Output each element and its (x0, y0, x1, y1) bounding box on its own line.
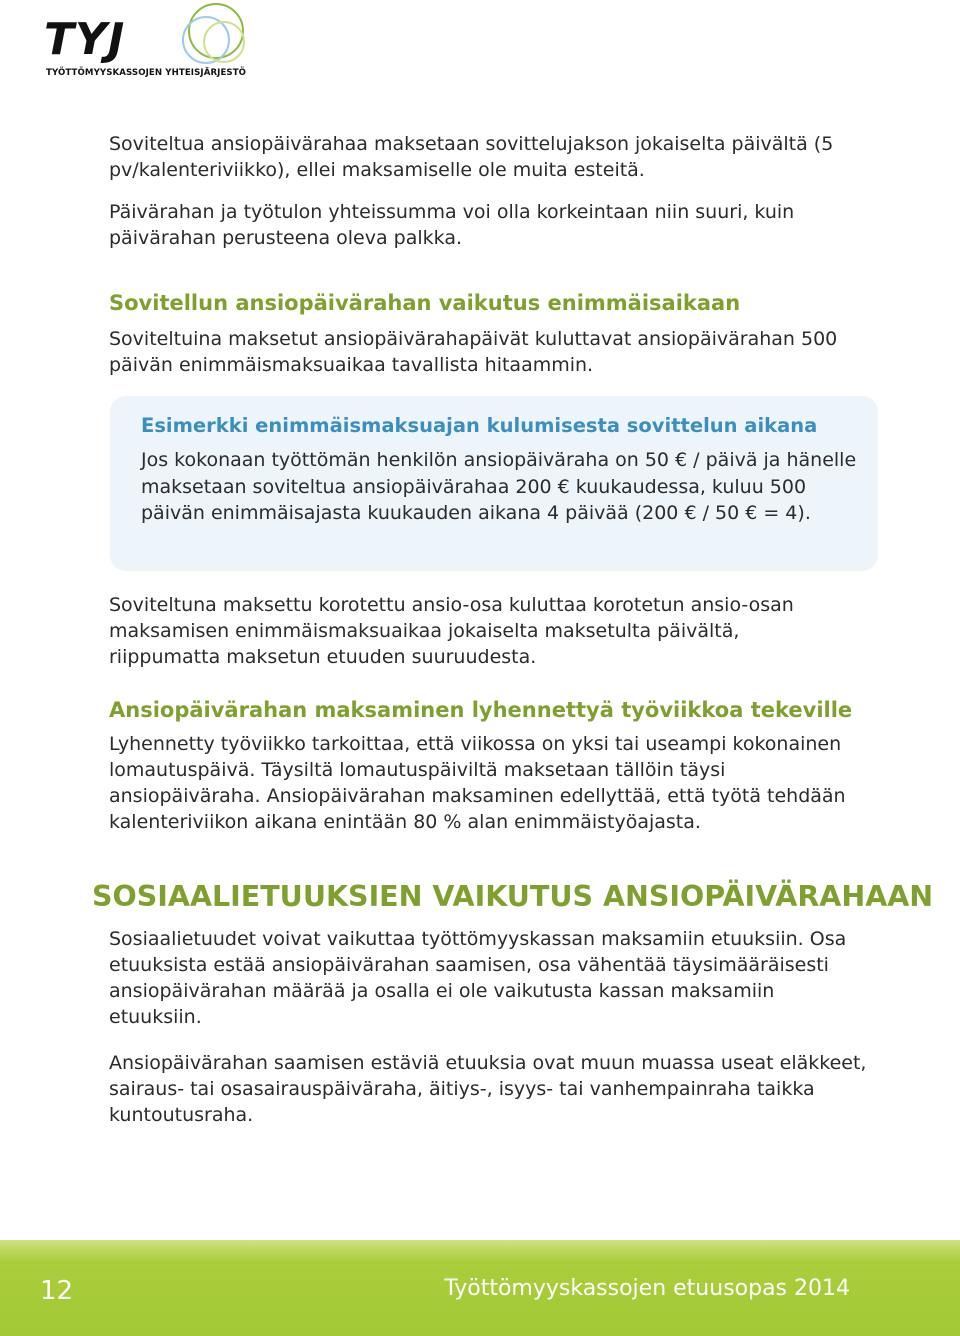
paragraph-lyhennetty: Lyhennetty työviikko tarkoittaa, että viikossa on yksi tai useampi kokonainen lomautuspäivä. Täysiltä lomautuspäiviltä maksetaan tällöin täysi ansiopäiväraha. Ansiopäivärahan maksaminen edellyttää, että työtä tehdään kalenteriviikon aikana enintään 80 % alan enimmäistyöajasta. (109, 733, 846, 833)
paragraph-yhteissumma: Päivärahan ja työtulon yhteissumma voi olla korkeintaan niin suuri, kuin päivärahan perusteena oleva palkka. (109, 201, 795, 249)
rings-logo-icon (158, 0, 258, 72)
logo-wordmark: TYJ (44, 14, 126, 65)
logo-subtitle: TYÖTTÖMYYSKASSOJEN YHTEISJÄRJESTÖ (46, 68, 247, 78)
example-title: Esimerkki enimmäismaksuajan kulumisesta sovittelun aikana (141, 414, 818, 437)
footer-title: Työttömyyskassojen etuusopas 2014 (444, 1276, 850, 1301)
heading-enimmaisaika: Sovitellun ansiopäivärahan vaikutus enimmäisaikaan (109, 291, 741, 315)
heading-lyhennetty: Ansiopäivärahan maksaminen lyhennettyä työviikkoa tekeville (109, 698, 853, 722)
page-number: 12 (40, 1276, 74, 1306)
paragraph-korotettu: Soviteltuna maksettu korotettu ansio-osa kuluttaa korotetun ansio-osan maksamisen enimmäismaksuaikaa jokaiselta maksetulta päivältä, riippumatta maksetun etuuden suuruudesta. (109, 594, 794, 668)
paragraph-estavat-etuudet: Ansiopäivärahan saamisen estäviä etuuksia ovat muun muassa useat eläkkeet, sairaus- tai osasairauspäiväraha, äitiys-, isyys- tai vanhempainraha taikka kuntoutusraha. (109, 1052, 867, 1126)
section-title: SOSIAALIETUUKSIEN VAIKUTUS ANSIOPÄIVÄRAHAAN (92, 880, 934, 913)
paragraph-soviteltu: Soviteltua ansiopäivärahaa maksetaan sovittelujakson jokaiselta päivältä (5 pv/kalenteriviikko), ellei maksamiselle ole muita esteitä. (109, 133, 834, 181)
paragraph-sosiaalietuudet: Sosiaalietuudet voivat vaikuttaa työttömyyskassan maksamiin etuuksiin. Osa etuuksista estää ansiopäivärahan saamisen, osa vähentää täysimääräisesti ansiopäivärahan määrää ja osalla ei ole vaikutusta kassan maksamiin etuuksiin. (109, 928, 847, 1028)
paragraph-enimmaisaika: Soviteltuina maksetut ansiopäivärahapäivät kuluttavat ansiopäivärahan 500 päivän enimmäismaksuaikaa tavallista hitaammin. (109, 328, 838, 376)
example-text: Jos kokonaan työttömän henkilön ansiopäiväraha on 50 € / päivä ja hänelle maksetaan soviteltua ansiopäivärahaa 200 € kuukaudessa, kuluu 500 päivän enimmäisajasta kuukauden aikana 4 päivää (200 € / 50 € = 4). (141, 449, 857, 524)
